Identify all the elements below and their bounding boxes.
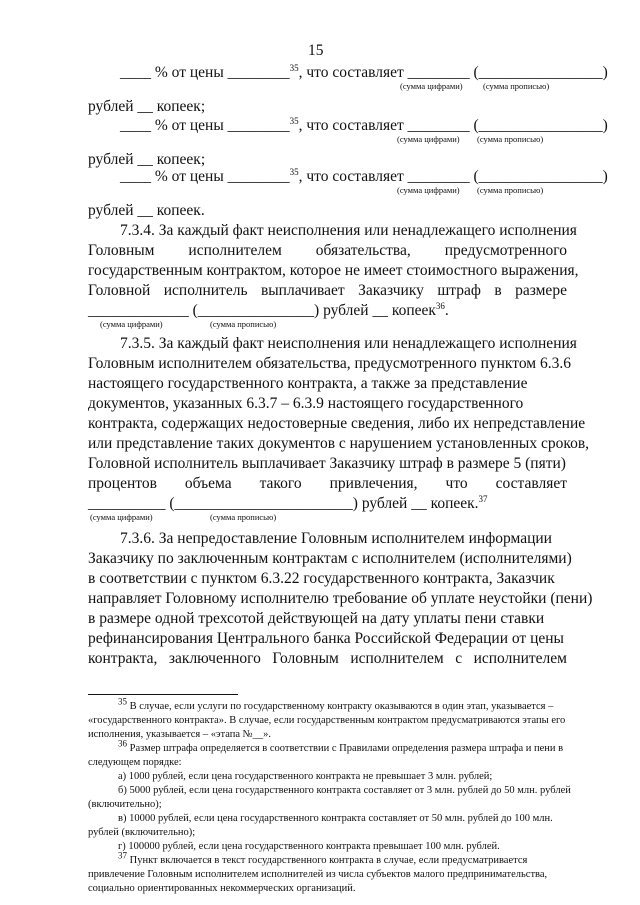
p734-caption-words: (сумма прописью)	[210, 319, 277, 329]
word: привлечения,	[329, 475, 418, 492]
p736-line5: в размере одной трехсотой действующей на дату уплаты пени ставки	[88, 610, 545, 627]
footnote-36-item-c1: в) 10000 рублей, если цена государственного контракта составляет от 50 млн. рублей до 100 млн.	[118, 813, 553, 824]
page-number: 15	[308, 42, 324, 59]
fill-row-1	[120, 64, 608, 82]
footnote-36-item-d: г) 100000 рублей, если цена государственного контракта превышает 100 млн. рублей.	[118, 841, 500, 852]
footnote-36-item-a: а) 1000 рублей, если цена государственного контракта не превышает 3 млн. рублей;	[118, 771, 493, 782]
footnote-35-number: 35	[118, 696, 127, 707]
word: обязательства,	[315, 242, 411, 259]
footnote-37-line1	[118, 850, 528, 867]
footnote-35-line3: исполнения, указывается – «этапа №__».	[88, 729, 272, 740]
p734-line5-text: _____________ (_______________) рублей __ копеек	[88, 302, 436, 319]
word: размере	[515, 282, 567, 299]
rubles-line-3: рублей __ копеек.	[88, 202, 205, 219]
caption-words-3: (сумма прописью)	[477, 185, 544, 195]
caption-digits-2: (сумма цифрами)	[397, 134, 460, 144]
p734-line2	[88, 242, 567, 260]
p735-line2: Головным исполнителем обязательства, предусмотренного пунктом 6.3.6	[88, 355, 571, 372]
footnote-35-line1	[118, 696, 554, 713]
caption-digits-3: (сумма цифрами)	[397, 185, 460, 195]
word: с	[455, 650, 463, 667]
p736-line2: Заказчику по заключенным контрактам с исполнителем (исполнителями)	[88, 550, 572, 567]
footnote-35-line2: «государственного контракта». В случае, если государственным контрактом предусматриваются этапы его	[88, 715, 566, 726]
word: контракта,	[88, 650, 158, 667]
word: объема	[184, 475, 232, 492]
footnote-37-text: Пункт включается в текст государственного контракта в случае, если предусматривается	[129, 855, 528, 866]
word: Головным	[88, 242, 155, 259]
p735-line3: настоящего государственного контракта, а также за представление	[88, 375, 528, 392]
footnote-36-item-b1: б) 5000 рублей, если цена государственного контракта составляет от 3 млн. рублей до 50 млн. рублей	[118, 785, 571, 796]
fill-row-1-b: , что составляет ________ (________________)	[298, 64, 608, 81]
word: что	[445, 475, 468, 492]
caption-digits-1: (сумма цифрами)	[400, 81, 463, 91]
footnote-ref-35: 35	[289, 166, 299, 177]
footnote-36-line2: следующем порядке:	[88, 757, 182, 768]
footnote-36-item-c2: рублей (включительно);	[88, 827, 196, 838]
p735-line5: контракта, содержащих недостоверные сведения, либо их непредставление	[88, 415, 586, 432]
word: составляет	[495, 475, 567, 492]
word: Головной	[88, 282, 151, 299]
word: в	[494, 282, 502, 299]
footnote-36-text: Размер штрафа определяется в соответствии с Правилами определения размера штрафа и пени в	[129, 743, 564, 754]
word: Заказчику	[358, 282, 424, 299]
word: заключенного	[168, 650, 261, 667]
p734-line1: 7.3.4. За каждый факт неисполнения или ненадлежащего исполнения	[120, 222, 577, 239]
p735-line9-text: __________ (_______________________) рублей __ копеек.	[88, 495, 479, 512]
p734-line3: государственным контрактом, которое не имеет стоимостного выражения,	[88, 262, 579, 279]
p736-line7	[88, 650, 567, 668]
footnote-37-line3: социально ориентированных некоммерческих организаций.	[88, 883, 356, 894]
p735-line9	[88, 495, 488, 513]
footnote-36-line1	[118, 738, 564, 755]
word: исполнителем	[473, 650, 567, 667]
word: выплачивает	[260, 282, 345, 299]
p734-caption-digits: (сумма цифрами)	[100, 319, 163, 329]
fill-row-3-a: ____ % от цены ________	[120, 168, 290, 185]
footnote-ref-37: 37	[478, 493, 488, 504]
footnote-37-line2: привлечение Головным исполнителем исполнителей из числа субъектов малого предпринимательства,	[88, 869, 548, 880]
footnote-37-number: 37	[118, 850, 127, 861]
word: Головным	[272, 650, 339, 667]
p735-line1: 7.3.5. За каждый факт неисполнения или ненадлежащего исполнения	[120, 335, 577, 352]
word: исполнитель	[163, 282, 248, 299]
footnote-36-number: 36	[118, 738, 127, 749]
fill-row-2-a: ____ % от цены ________	[120, 117, 290, 134]
fill-row-1-a: ____ % от цены ________	[120, 64, 290, 81]
rubles-line-2: рублей __ копеек;	[88, 151, 206, 168]
fill-row-3-b: , что составляет ________ (________________)	[298, 168, 608, 185]
footnote-ref-36: 36	[435, 300, 445, 311]
footnote-35-text: В случае, если услуги по государственному контракту оказываются в один этап, указывается –	[129, 701, 554, 712]
word: такого	[259, 475, 302, 492]
caption-words-2: (сумма прописью)	[477, 134, 544, 144]
fill-row-2-b: , что составляет ________ (________________)	[298, 117, 608, 134]
p736-line6: рефинансирования Центрального банка Российской Федерации от цены	[88, 630, 564, 647]
word: процентов	[88, 475, 157, 492]
p735-line6: или представление таких документов с нарушением установленных сроков,	[88, 435, 590, 452]
word: штраф	[437, 282, 481, 299]
p735-caption-digits: (сумма цифрами)	[90, 512, 153, 522]
p735-caption-words: (сумма прописью)	[210, 512, 277, 522]
p735-line8	[88, 475, 567, 493]
caption-words-1: (сумма прописью)	[483, 81, 550, 91]
footnote-ref-35: 35	[289, 115, 299, 126]
word: предусмотренного	[444, 242, 567, 259]
p736-line3: в соответствии с пунктом 6.3.22 государственного контракта, Заказчик	[88, 570, 555, 587]
rubles-line-1: рублей __ копеек;	[88, 98, 206, 115]
footnote-36-item-b2: (включительно);	[88, 799, 162, 810]
footnote-ref-35: 35	[289, 62, 299, 73]
p734-line5-end: .	[444, 302, 449, 319]
word: исполнителем	[350, 650, 444, 667]
word: исполнителем	[188, 242, 282, 259]
p735-line7: Головной исполнитель выплачивает Заказчику штраф в размере 5 (пяти)	[88, 455, 566, 472]
fill-row-3	[120, 168, 608, 186]
p736-line1: 7.3.6. За непредоставление Головным исполнителем информации	[120, 530, 552, 547]
p736-line4: направляет Головному исполнителю требование об уплате неустойки (пени)	[88, 590, 593, 607]
p734-line4	[88, 282, 567, 300]
footnote-separator	[88, 694, 238, 695]
p735-line4: документов, указанных 6.3.7 – 6.3.9 настоящего государственного	[88, 395, 524, 412]
fill-row-2	[120, 117, 608, 135]
p734-line5	[88, 302, 449, 320]
